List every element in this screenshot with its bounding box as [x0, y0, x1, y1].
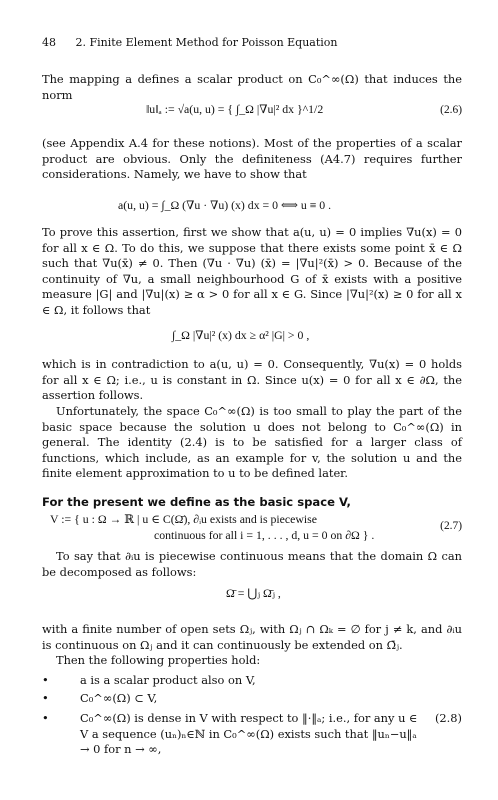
section-heading-basic-space: For the present we define as the basic space V, [42, 495, 351, 509]
paragraph-space-too-small: Unfortunately, the space C₀^∞(Ω) is too small to play the part of the basic space because the solution u does not belong to C₀^∞(Ω) in general. The identity (2.4) is to be satisfied for a larger class of functions, which include, as an example for v, the solution u and the finite element approximation to u to be defined later. [42, 404, 462, 481]
equation-inequality [42, 322, 462, 352]
list-item-text: C₀^∞(Ω) ⊂ V, [80, 691, 158, 705]
equation-2-7 [42, 510, 462, 546]
equation-2-7-line2: continuous for all i = 1, . . . , d, u = 0 on ∂Ω } . [154, 528, 375, 542]
running-header [42, 36, 462, 49]
page-number: 48 [42, 36, 56, 49]
paragraph-contradiction: which is in contradiction to a(u, u) = 0. Consequently, ∇u(x) = 0 holds for all x ∈ Ω; i.e., u is constant in Ω. Since u(x) = 0 for all x ∈ ∂Ω, the assertion follows. [42, 357, 462, 403]
equation-definiteness-body: a(u, u) = ∫_Ω (∇u · ∇u) (x) dx = 0 ⟺ u ≡ 0 . [118, 198, 332, 212]
paragraph-norm-intro: The mapping a defines a scalar product on C₀^∞(Ω) that induces the norm [42, 72, 462, 102]
paragraph-properties-intro: Then the following properties hold: [56, 653, 261, 667]
paragraph-proof: To prove this assertion, first we show that a(u, u) = 0 implies ∇u(x) = 0 for all x ∈ Ω. To do this, we suppose that there exists some point x̄ ∈ Ω such that ∇u(x̄) ≠ 0. Then (∇u · ∇u) (x̄) = |∇u|²(x̄) > 0. Because of the continuity of ∇u, a small neighbourhood G of x̄ exists with a positive measure |G| and |∇u|(x) ≥ α > 0 for all x ∈ G. Since |∇u|²(x) ≥ 0 for all x ∈ Ω, it follows that [42, 225, 462, 317]
chapter-title: 2. Finite Element Method for Poisson Equation [75, 36, 338, 49]
equation-decomposition [42, 580, 462, 610]
equation-2-7-line1: V := { u : Ω → ℝ | u ∈ C(Ω̄), ∂ᵢu exists and is piecewise [50, 512, 318, 526]
equation-inequality-body: ∫_Ω |∇u|² (x) dx ≥ α² |G| > 0 , [172, 328, 310, 342]
equation-2-6-body: ‖u‖ₐ := √a(u, u) = { ∫_Ω |∇u|² dx }^1/2 [146, 102, 324, 116]
bullet-marker: • [42, 673, 49, 687]
equation-number-2-7: (2.7) [440, 520, 462, 532]
list-item-text: a is a scalar product also on V, [80, 673, 256, 687]
equation-number-2-6: (2.6) [440, 104, 462, 116]
equation-definiteness [42, 192, 462, 222]
bullet-marker: • [42, 711, 49, 725]
list-item-text: C₀^∞(Ω) is dense in V with respect to ‖·‖ₐ; i.e., for any u ∈ V a sequence (uₙ)ₙ∈ℕ in C₀^∞(Ω) exists such that ‖uₙ−u‖ₐ → 0 for n → ∞, [80, 711, 418, 757]
paragraph-piecewise: To say that ∂ᵢu is piecewise continuous means that the domain Ω can be decomposed as follows: [42, 549, 462, 579]
bullet-marker: • [42, 691, 49, 705]
equation-number-2-8: (2.8) [434, 711, 462, 725]
paragraph-definiteness: (see Appendix A.4 for these notions). Most of the properties of a scalar product are obvious. Only the definiteness (A4.7) requires further considerations. Namely, we have to show that [42, 136, 462, 182]
paragraph-open-sets: with a finite number of open sets Ωⱼ, with Ωⱼ ∩ Ωₖ = ∅ for j ≠ k, and ∂ᵢu is continuous on Ωⱼ and it can continuously be extended on Ω̄ⱼ. [42, 622, 462, 652]
equation-decomposition-body: Ω̄ = ⋃ⱼ Ω̄ⱼ , [226, 586, 281, 600]
equation-2-6 [42, 96, 462, 130]
